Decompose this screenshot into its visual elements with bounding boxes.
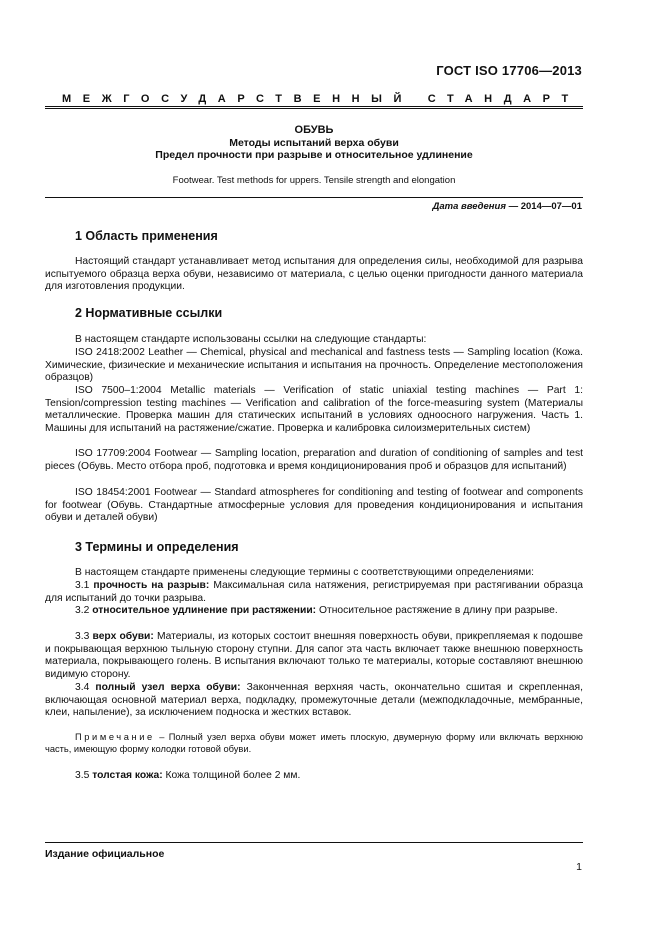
term-item: [45, 580, 583, 605]
term-name: толстая кожа:: [92, 770, 163, 781]
term-number: 3.5: [75, 770, 90, 781]
reference-item: ISO 2418:2002 Leather — Chemical, physical and mechanical and fastness tests — Sampling location (Кожа. Химические, физические и механические испытания и испытания на прочность. Определение местоположения образцов): [45, 347, 583, 384]
term-item: [45, 605, 583, 618]
note-label: Примечание: [75, 732, 155, 742]
note-text: – Полный узел верха обуви может иметь плоскую, двумерную форму или включать верхнюю часть, имеющую форму колодки готовой обуви.: [45, 732, 584, 754]
term-number: 3.1: [75, 580, 90, 591]
term-definition: Относительное растяжение в длину при разрыве.: [318, 605, 558, 616]
document-subtitle-1: Методы испытаний верха обуви: [229, 137, 399, 149]
note: [45, 731, 583, 755]
term-definition: Максимальная сила натяжения, регистрируемая при растягивании образца для испытаний до точки разрыва.: [45, 580, 583, 604]
section-1-text: Настоящий стандарт устанавливает метод испытания для определения силы, необходимой для разрыва испытуемого образца верха обуви, независимо от материала, с целью оценки пригодности данного материала для изготовления продукции.: [45, 256, 583, 293]
english-title: Footwear. Test methods for uppers. Tensile strength and elongation: [172, 175, 456, 186]
banner-rule-top: [45, 106, 583, 107]
document-subtitle-2: Предел прочности при разрыве и относительное удлинение: [155, 149, 473, 161]
term-item: [45, 631, 583, 682]
reference-item: ISO 18454:2001 Footwear — Standard atmospheres for conditioning and testing of footwear and components for footwear (Обувь. Стандартные атмосферные условия для проведения кондиционирования и испытания обуви и деталей обуви): [45, 487, 583, 524]
term-definition: Законченная верхняя часть, окончательно сшитая и скрепленная, включающая основной материал верха, подкладку, промежуточные детали (межподкладочные, мембранные, клеи, напыление), за исключением подноска и жестких вставок.: [45, 682, 583, 719]
term-name: прочность на разрыв:: [93, 580, 210, 591]
section-2-heading: 2 Нормативные ссылки: [75, 306, 223, 320]
section-1-heading: 1 Область применения: [75, 229, 218, 243]
term-item: [45, 770, 583, 783]
reference-item: ISO 17709:2004 Footwear — Sampling location, preparation and duration of conditioning of samples and test pieces (Обувь. Место отбора проб, подготовка и время кондиционирования проб и образцов для испытаний): [45, 448, 583, 472]
standard-banner: МЕЖГОСУДАРСТВЕННЫЙ СТАНДАРТ: [62, 93, 580, 105]
intro-date-value: — 2014—07—01: [508, 201, 582, 212]
term-number: 3.2: [75, 605, 90, 616]
standard-code: ГОСТ ISO 17706—2013: [436, 63, 582, 78]
document-title: ОБУВЬ: [294, 124, 334, 136]
term-item: [45, 682, 583, 720]
term-name: относительное удлинение при растяжении:: [92, 605, 317, 616]
date-rule: [45, 197, 583, 198]
term-name: верх обуви:: [92, 631, 154, 642]
banner-rule-bottom: [45, 108, 583, 109]
intro-date: [432, 201, 582, 212]
term-definition: Кожа толщиной более 2 мм.: [165, 770, 301, 781]
term-number: 3.3: [75, 631, 90, 642]
term-definition: Материалы, из которых состоит внешняя поверхность обуви, прикрепляемая к подошве и покрывающая верхнюю тыльную сторону ступни. Для сапог эта часть включает также внешнюю поверхность материала, покрывающего голень. В испытания включают только те материалы, которые составляют внешнюю видимую сторону.: [45, 631, 583, 681]
reference-item: ISO 7500–1:2004 Metallic materials — Verification of static uniaxial testing machines — Part 1: Tension/compression testing machines — Verification and calibration of the force-measuring system (Материалы металлические. Проверка машин для статических испытаний в условиях одноосного нагружения. Часть 1. Машины для испытаний на растяжение/сжатие. Проверка и калибровка силоизмерительных систем): [45, 385, 583, 435]
term-name: полный узел верха обуви:: [95, 682, 241, 693]
section-3-intro: В настоящем стандарте применены следующие термины с соответствующими определениями:: [75, 567, 535, 578]
intro-date-label: Дата введения: [432, 201, 506, 212]
page-number: 1: [576, 861, 582, 873]
footer-rule: [45, 842, 583, 843]
edition-label: Издание официальное: [45, 848, 165, 860]
term-number: 3.4: [75, 682, 90, 693]
section-3-heading: 3 Термины и определения: [75, 540, 239, 554]
section-2-intro: В настоящем стандарте использованы ссылки на следующие стандарты:: [75, 334, 427, 345]
